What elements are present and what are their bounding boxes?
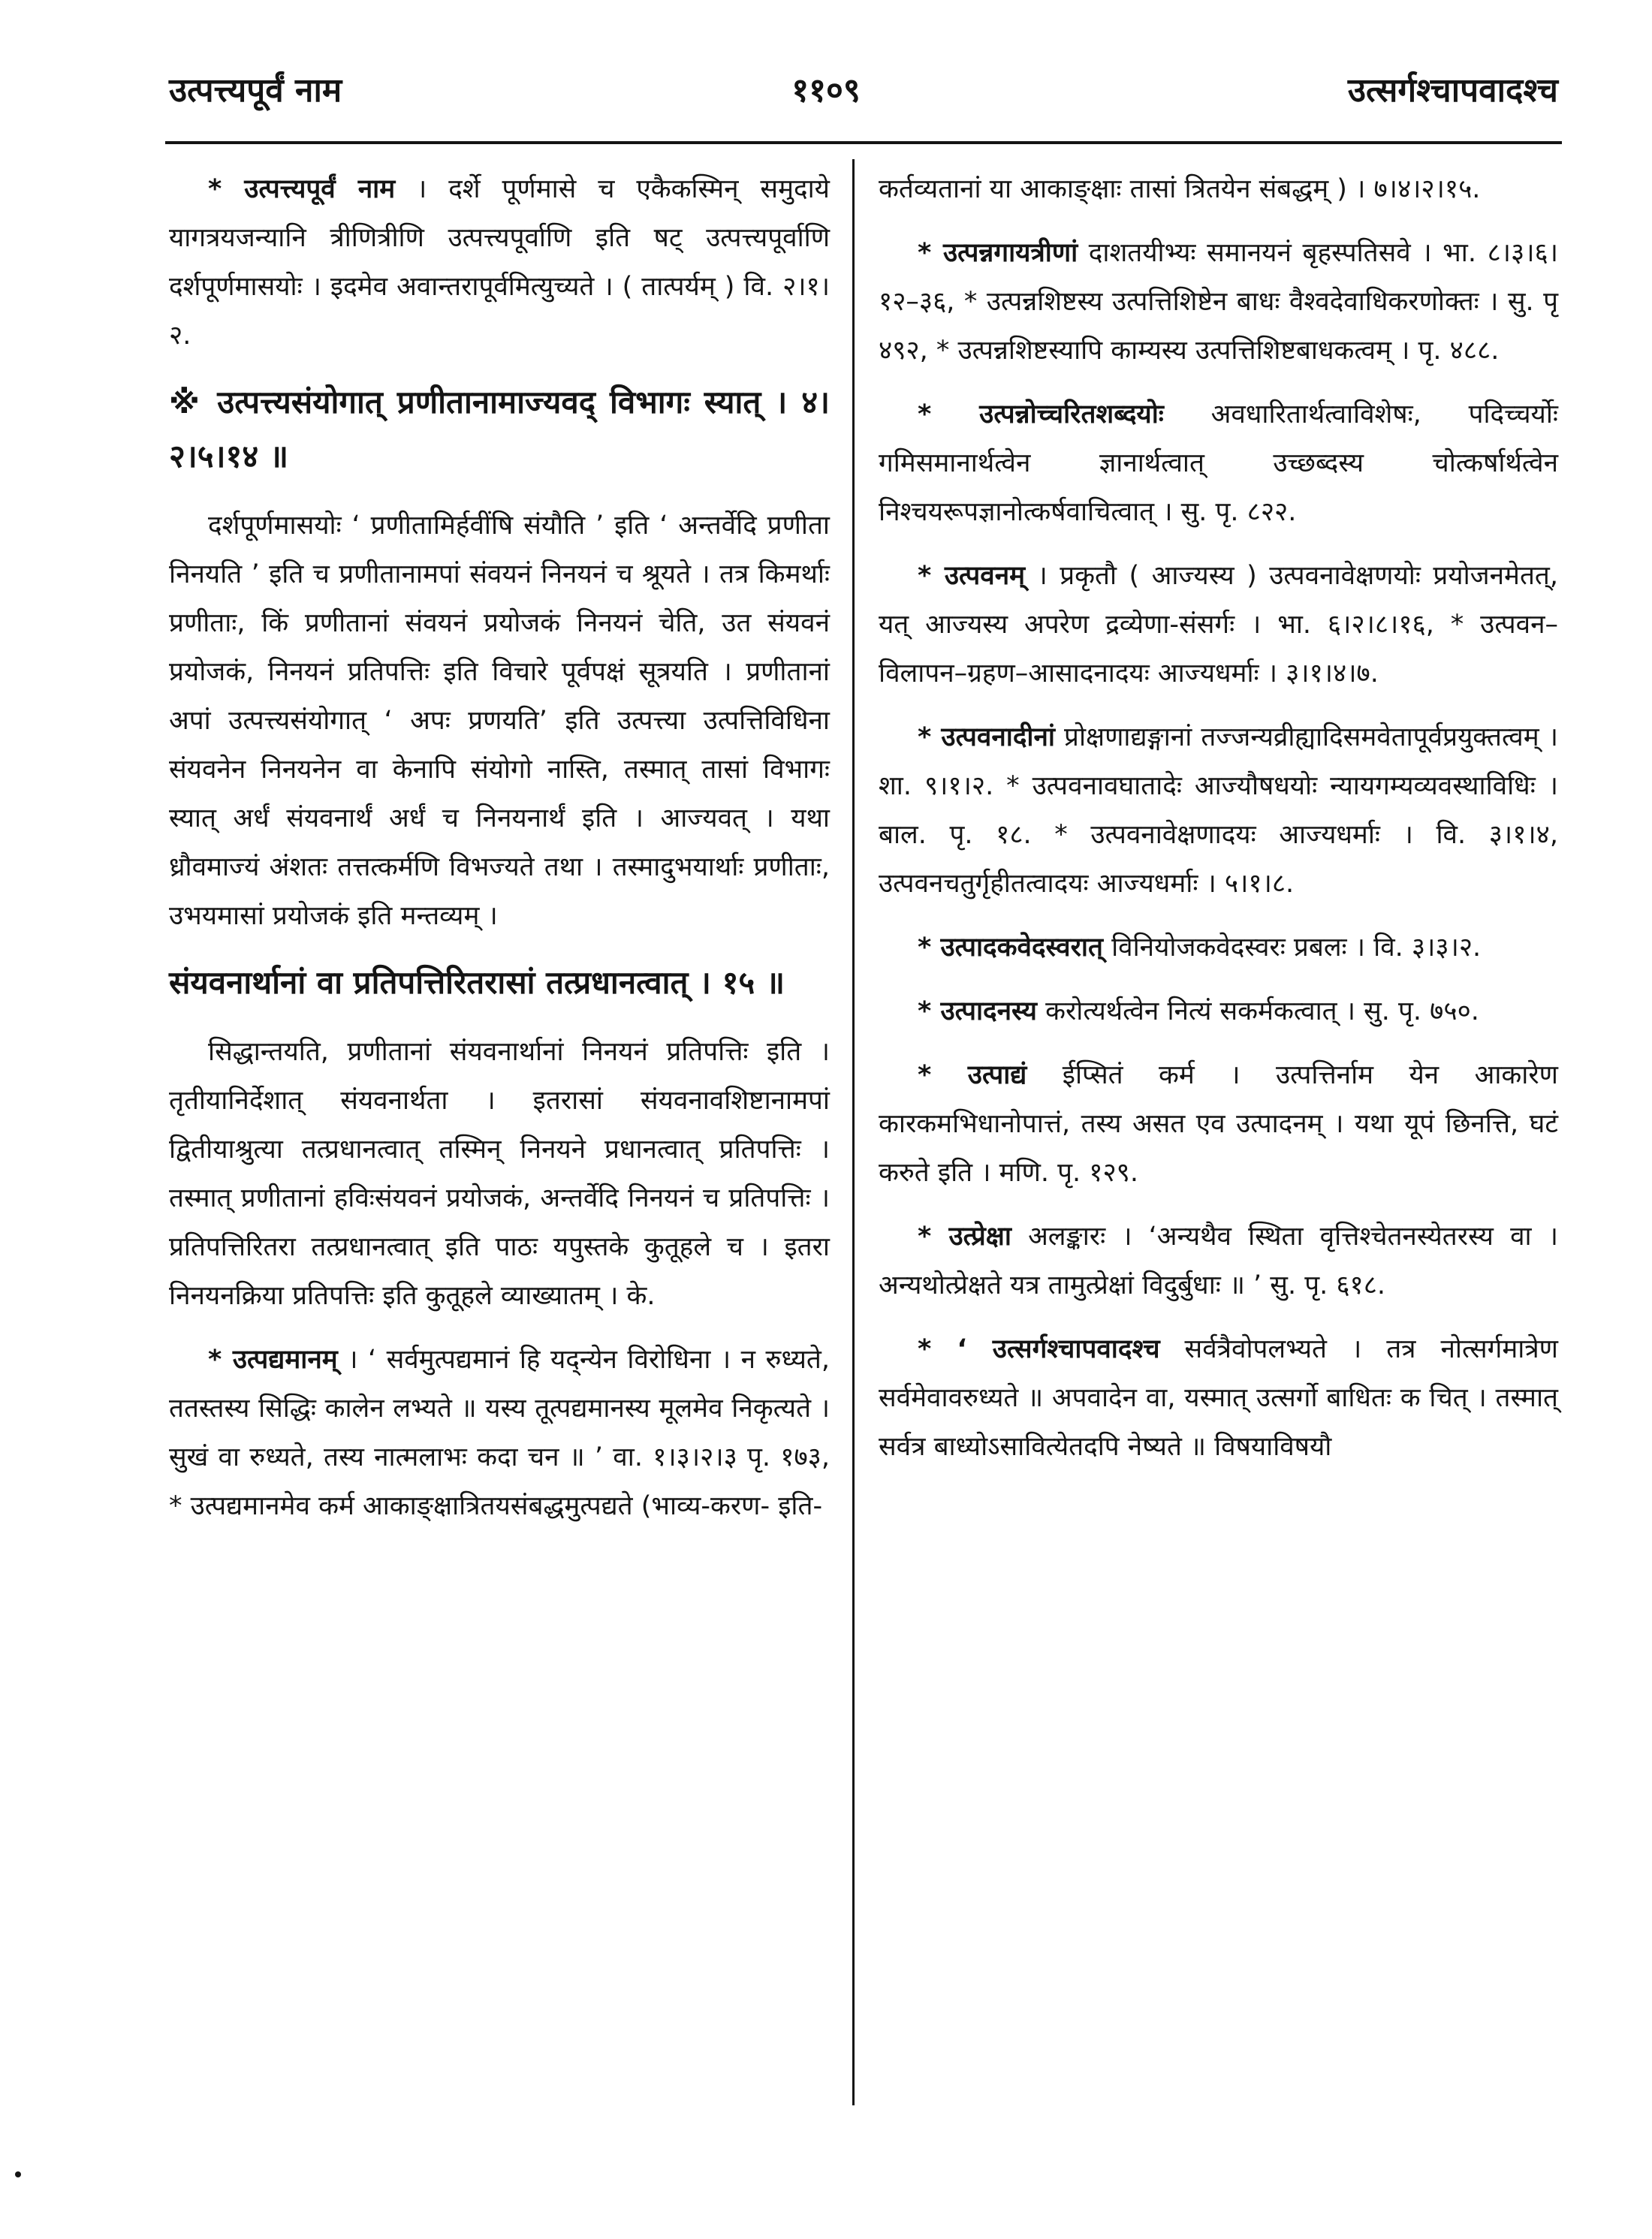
commentary-paragraph: दर्शपूर्णमासयोः ‘ प्रणीतामिर्हवींषि संयौति ’ इति ‘ अन्तर्वेदि प्रणीता निनयति ’ इति च प्रणीतानामपां संवयनं निनयनं च श्रूयते । तत्र किमर्थाः प्रणीताः, किं प्रणीतानां संवयनं प्रयोजकं निनयनं चेति, उत संयवनं प्रयोजकं, निनयनं प्रतिपत्तिः इति विचारे पूर्वपक्षं सूत्रयति । प्रणीतानां अपां उत्पत्त्यसंयोगात् ‘ अपः प्रणयति’ इति उत्पत्त्या उत्पत्तिविधिना संयवनेन निनयनेन वा केनापि संयोगो नास्ति, तस्मात् तासां विभागः स्यात् अर्धं संयवनार्थं अर्धं च निनयनार्थं इति । आज्यवत् । यथा ध्रौवमाज्यं अंशतः तत्तत्कर्मणि विभज्यते तथा । तस्मादुभयार्थाः प्रणीताः, उभयमासां प्रयोजकं इति मन्तव्यम् । [169,511,830,931]
entry-utpannagayatrinam [879,229,1558,375]
entry-utpadyam [879,1051,1558,1198]
sutra-15: संयवनार्थानां वा प्रतिपत्तिरितरासां तत्प्रधानत्वात् । १५ ॥ [169,964,785,1001]
entry-utpreksha [879,1213,1558,1310]
entry-headword: * उत्पद्यमानम् [208,1345,338,1375]
entry-headword: * उत्पादकवेदस्वरात् [918,933,1103,963]
entry-utpannoccarita [879,390,1558,537]
left-column [169,165,830,1546]
header-rule [165,141,1562,144]
commentary-paragraph: सिद्धान्तयति, प्रणीतानां संयवनार्थानां निनयनं प्रतिपत्तिः इति । तृतीयानिर्देशात् संयवनार्थता । इतरासां संयवनावशिष्टानामपां द्वितीयाश्रुत्या तत्प्रधानत्वात् तस्मिन् निनयने प्रधानत्वात् प्रतिपत्तिः । तस्मात् प्रणीतानां हविःसंयवनं प्रयोजकं, अन्तर्वेदि निनयनं च प्रतिपत्तिः । प्रतिपत्तिरितरा तत्प्रधानत्वात् इति पाठः यपुस्तके कुतूहले च । इतरा निनयनक्रिया प्रतिपत्तिः इति कुतूहले व्याख्यातम् । के. [169,1037,830,1311]
entry-utsarga [879,1325,1558,1472]
entry-headword: * उत्पत्त्यपूर्वं नाम [208,174,396,204]
running-head-left: उत्पत्त्यपूर्वं नाम [169,71,342,110]
column-divider [852,159,855,2105]
entry-text: प्रोक्षणाद्यङ्गानां तज्जन्यव्रीह्यादिसमवेतापूर्वप्रयुक्तत्वम् । शा. ९।१।२. * उत्पवनावघातादेः आज्यौषधयोः न्यायगम्यव्यवस्थाविधिः । बाल. पृ. १८. * उत्पवनावेक्षणादयः आज्यधर्माः । वि. ३।१।४, उत्पवनचतुर्गृहीतत्वादयः आज्यधर्माः । ५।१।८. [879,722,1558,899]
entry-headword: * उत्पाद्यं [918,1060,1027,1090]
entry-headword: * उत्पन्नगायत्रीणां [918,238,1078,268]
entry-text: सर्वत्रैवोपलभ्यते । तत्र नोत्सर्गमात्रेण सर्वमेवावरुध्यते ॥ अपवादेन वा, यस्मात् उत्सर्गो बाधितः क चित् । तस्मात् सर्वत्र बाध्योऽसावित्येतदपि नेष्यते ॥ विषयाविषयौ [879,1334,1558,1462]
entry-text: । ‘ सर्वमुत्पद्यमानं हि यद्न्येन विरोधिना । न रुध्यते, ततस्तस्य सिद्धिः कालेन लभ्यते ॥ यस्य तूत्पद्यमानस्य मूलमेव निकृत्यते । सुखं वा रुध्यते, तस्य नात्मलाभः कदा चन ॥ ’ वा. १।३।२।३ पृ. १७३, * उत्पद्यमानमेव कर्म आकाङ्क्षात्रितयसंबद्धमुत्पद्यते (भाव्य-करण- इति- [169,1345,830,1521]
entry-utpattyapurvam [169,165,830,360]
entry-text: करोत्यर्थत्वेन नित्यं सकर्मकत्वात् । सु. पृ. ७५०. [1036,996,1479,1026]
entry-headword: * ‘ उत्सर्गश्चापवादश्च [918,1334,1160,1364]
entry-utpadanasya [879,987,1558,1036]
entry-utpadakavedasvarat [879,924,1558,972]
entry-text: । दर्शे पूर्णमासे च एकैकस्मिन् समुदाये यागत्रयजन्यानि त्रीणित्रीणि उत्पत्त्यपूर्वाणि इति षट् उत्पत्त्यपूर्वाणि दर्शपूर्णमासयोः । इदमेव अवान्तरापूर्वमित्युच्यते । ( तात्पर्यम् ) वि. २।१।२. [169,174,830,351]
entry-headword: * उत्प्रेक्षा [918,1222,1011,1252]
entry-headword: * उत्पवनादीनां [918,722,1055,752]
entry-text: अलङ्कारः । ‘अन्यथैव स्थिता वृत्तिश्चेतनस्येतरस्य वा । अन्यथोत्प्रेक्षते यत्र तामुत्प्रेक्षां विदुर्बुधाः ॥ ’ सु. पृ. ६१८. [879,1222,1558,1300]
entry-utpavanadinam [879,713,1558,909]
right-column [879,165,1558,1487]
sutra-14: ※ उत्पत्त्यसंयोगात् प्रणीतानामाज्यवद् विभागः स्यात् । ४।२।५।१४ ॥ [169,384,830,475]
entry-text: । प्रकृतौ ( आज्यस्य ) उत्पवनावेक्षणयोः प्रयोजनमेतत्, यत् आज्यस्य अपरेण द्रव्येणा-संसर्गः । भा. ६।२।८।१६, * उत्पवन–विलापन–ग्रहण–आसादनादयः आज्यधर्माः । ३।१।४।७. [879,561,1558,689]
page-number: ११०९ [791,71,861,110]
entry-text: दाशतयीभ्यः समानयनं बृहस्पतिसवे । भा. ८।३।६।१२–३६, * उत्पन्नशिष्टस्य उत्पत्तिशिष्टेन बाधः वैश्वदेवाधिकरणोक्तः । सु. पृ ४९२, * उत्पन्नशिष्टस्यापि काम्यस्य उत्पत्तिशिष्टबाधकत्वम् । पृ. ४८८. [879,238,1558,366]
entry-headword: * उत्पादनस्य [918,996,1037,1026]
entry-text: अवधारितार्थत्वाविशेषः, पदिच्चर्योः गमिसमानार्थत्वेन ज्ञानार्थत्वात् उच्छब्दस्य चोत्कर्षार्थत्वेन निश्चयरूपज्ञानोत्कर्षवाचित्वात् । सु. पृ. ८२२. [879,399,1558,527]
entry-utpavanam [879,552,1558,698]
continued-paragraph: कर्तव्यतानां या आकाङ्क्षाः तासां त्रितयेन संबद्धम् ) । ७।४।२।१५. [879,174,1481,204]
entry-utpadyamanam [169,1336,830,1531]
entry-text: ईप्सितं कर्म । उत्पत्तिर्नाम येन आकारेण कारकमभिधानोपात्तं, तस्य असत एव उत्पादनम् । यथा यूपं छिनत्ति, घटं करुते इति । मणि. पृ. १२९. [879,1060,1558,1188]
entry-headword: * उत्पन्नोच्चरितशब्दयोः [918,399,1164,429]
entry-text: विनियोजकवेदस्वरः प्रबलः । वि. ३।३।२. [1102,933,1482,963]
margin-dot [15,2171,21,2177]
entry-headword: * उत्पवनम् [918,561,1026,591]
running-head-right: उत्सर्गश्चापवादश्च [1347,71,1558,110]
